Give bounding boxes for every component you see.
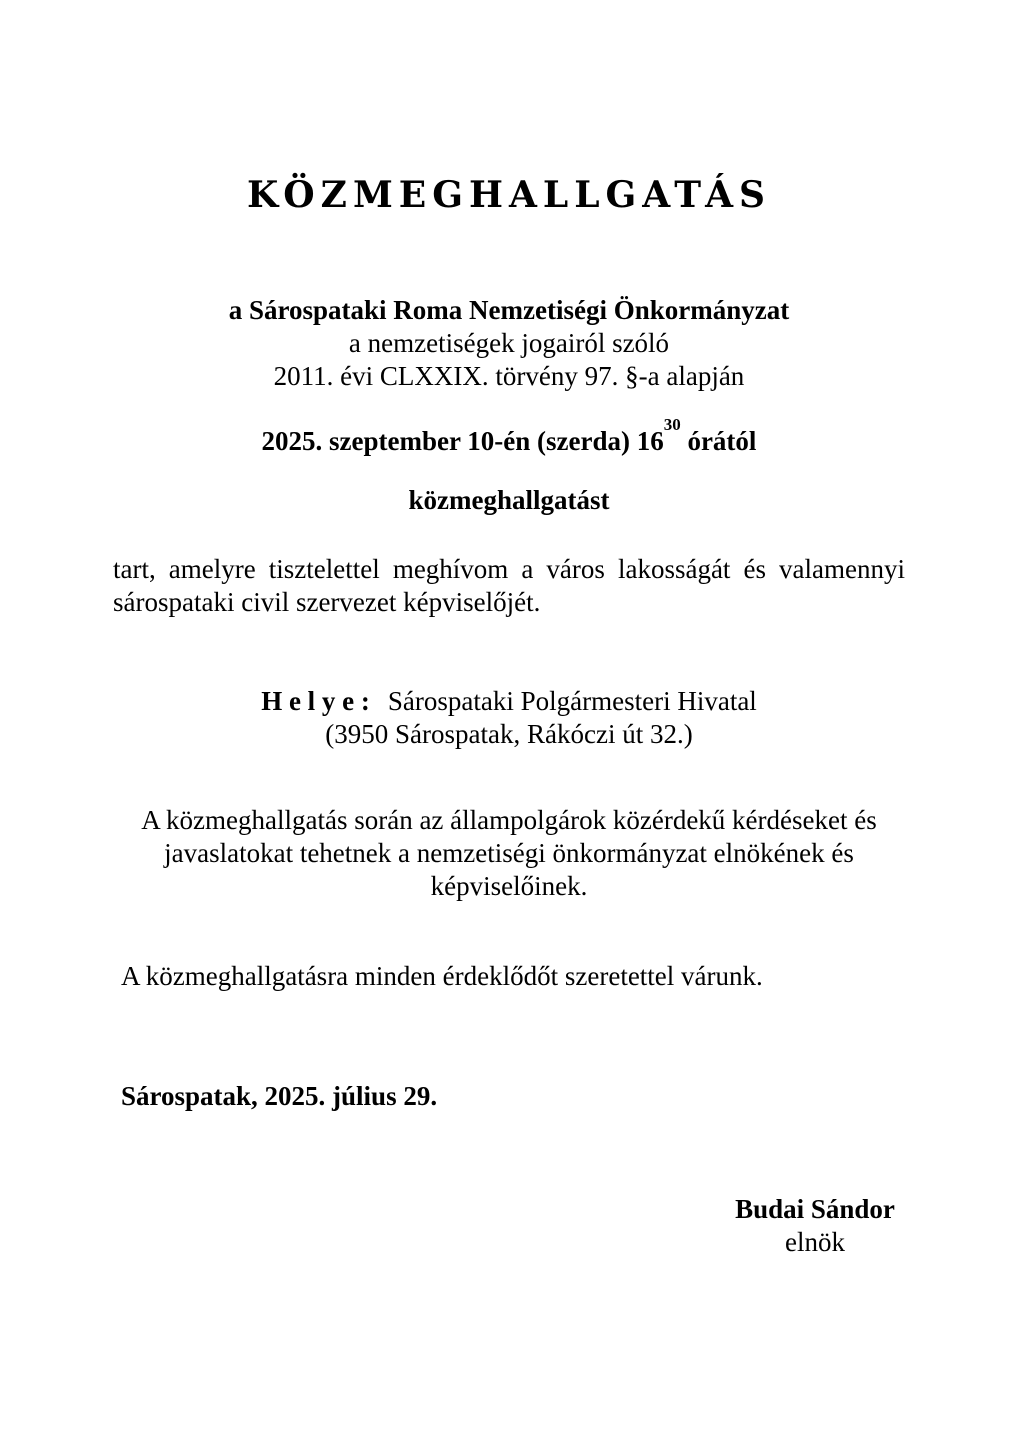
invitation-paragraph: tart, amelyre tisztelettel meghívom a város lakosságát és valamennyi sárospataki civil szervezet képviselőjét. (113, 554, 905, 617)
event-datetime (113, 415, 905, 458)
location-line (113, 685, 905, 718)
event-name: közmeghallgatást (408, 485, 610, 515)
event-datetime-text: 2025. szeptember 10-én (szerda) 16 (261, 426, 664, 456)
intro-organization: a Sárospataki Roma Nemzetiségi Önkormányzat (228, 295, 790, 325)
intro-law-line-1: a nemzetiségek jogairól szóló (348, 328, 670, 358)
document-title: KÖZMEGHALLGATÁS (246, 174, 772, 216)
location-label: H e l y e : (261, 686, 370, 716)
location-address: (3950 Sárospatak, Rákóczi út 32.) (325, 719, 693, 749)
intro-law-line-2: 2011. évi CLXXIX. törvény 97. §-a alapján (273, 361, 745, 391)
signature-role: elnök (785, 1227, 845, 1257)
event-datetime-suffix: órától (680, 426, 757, 456)
welcome-line: A közmeghallgatásra minden érdeklődőt szeretettel várunk. (121, 961, 763, 991)
location-block (113, 685, 905, 751)
dateline: Sárospatak, 2025. július 29. (121, 1081, 438, 1111)
intro-block (113, 294, 905, 393)
signature-block (725, 1193, 905, 1259)
location-venue: Sárospataki Polgármesteri Hivatal (387, 686, 757, 716)
purpose-paragraph: A közmeghallgatás során az állampolgárok közérdekű kérdéseket és javaslatokat tehetnek a nemzetiségi önkormányzat elnökének és képviselőinek. (141, 805, 877, 901)
signature-name: Budai Sándor (735, 1194, 895, 1224)
event-datetime-minutes-superscript: 30 (663, 415, 681, 434)
